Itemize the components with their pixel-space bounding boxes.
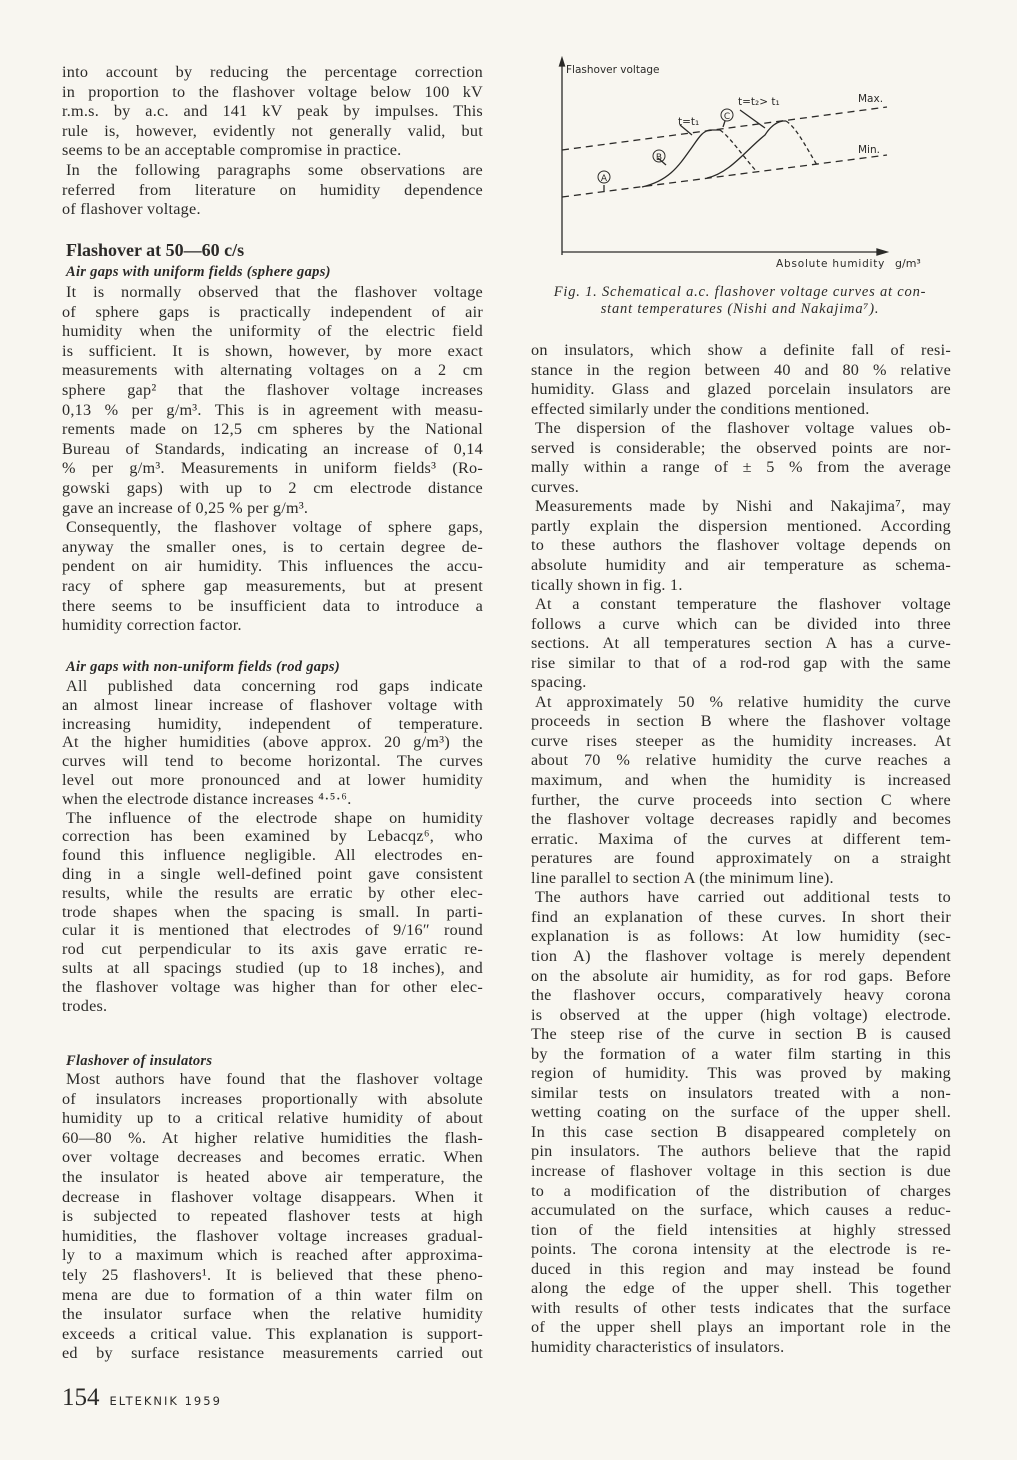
text-line: increase of flashover voltage in this section is due — [531, 1161, 951, 1180]
text-line: the flashover occurs, comparatively heavy corona — [531, 986, 951, 1005]
text-line: gave an increase of 0,25 % per g/m³. — [62, 498, 309, 517]
text-line: sphere gap² that the flashover voltage increases — [62, 380, 483, 399]
text-line: accumulated on the surface, which causes a reduc- — [531, 1201, 951, 1220]
text-line: is subjected to repeated flashover tests at high — [62, 1207, 483, 1226]
text-line: anyway the smaller ones, is to certain degree de- — [62, 537, 483, 556]
text-line: duced in this region and may instead be found — [531, 1259, 951, 1278]
text-line: follows a curve which can be divided into three — [531, 614, 951, 633]
text-line: tely 25 flashovers¹. It is believed that these pheno- — [62, 1265, 483, 1284]
curve-t1-decline — [720, 130, 757, 172]
y-axis-label: Flashover voltage — [566, 64, 660, 76]
text-line: absolute humidity and air temperature as schema- — [531, 556, 951, 575]
text-line: sections. At all temperatures section A has a curve- — [531, 634, 951, 653]
text-line: humidity. Glass and glazed porcelain insulators are — [531, 380, 951, 399]
text-line: pin insulators. The authors believe that the rapid — [531, 1142, 951, 1161]
text-line: exceeds a critical value. This explanation is support- — [62, 1324, 483, 1343]
text-line: explanation is as follows: At low humidity (sec- — [531, 927, 951, 946]
section-a-marker — [598, 171, 610, 184]
text-line: mena are due to formation of a thin water film on — [62, 1285, 483, 1304]
text-line: Bureau of Standards, indicating an increase of 0,14 — [62, 439, 483, 458]
text-line: % per g/m³. Measurements in uniform fields³ (Ro- — [62, 459, 483, 478]
text-line: an almost linear increase of flashover voltage with — [62, 695, 483, 714]
text-line: rule is, however, evidently not generally valid, but — [62, 121, 483, 140]
text-line: curves will tend to become horizontal. The curves — [62, 752, 483, 771]
text-line: tion A) the flashover voltage is merely dependent — [531, 946, 951, 965]
text-line: the flashover voltage decreases rapidly and becomes — [531, 810, 951, 829]
text-line: stance in the region between 40 and 80 % relative — [531, 360, 951, 379]
svg-text:B: B — [655, 153, 663, 163]
text-line: Measurements made by Nishi and Nakajima⁷, may — [535, 497, 951, 516]
x-axis-unit: g/m³ — [895, 257, 921, 270]
sphere-gaps-text — [62, 283, 483, 636]
text-line: of flashover voltage. — [62, 200, 201, 219]
text-line: into account by reducing the percentage correction — [62, 63, 483, 81]
text-line: trodes. — [62, 996, 108, 1015]
text-line: served is considerable; the observed points are nor- — [531, 438, 951, 457]
insulators-text — [62, 1070, 483, 1364]
text-line: Consequently, the flashover voltage of sphere gaps, — [66, 518, 483, 537]
text-line: of the upper shell plays an important role in the — [531, 1318, 951, 1337]
svg-text:A: A — [600, 174, 608, 184]
text-line: region of humidity. This was proved by making — [531, 1064, 951, 1083]
text-line: erratic. Maxima of the curves at different tem- — [531, 829, 951, 848]
text-line: trode shapes when the spacing is small. In parti- — [62, 902, 483, 921]
text-line: when the electrode distance increases ⁴·⁵·⁶. — [62, 789, 352, 808]
text-line: points. The corona intensity at the electrode is re- — [531, 1240, 951, 1259]
text-line: ly to a maximum which is reached after approxima- — [62, 1246, 483, 1265]
text-line: proceeds in section B where the flashover voltage — [531, 712, 951, 731]
min-line — [562, 155, 887, 197]
journal-name: ELTEKNIK 1959 — [109, 1394, 222, 1408]
text-line: tion of the field intensities at highly stressed — [531, 1220, 951, 1239]
caption-line: stant temperatures (Nishi and Nakajima⁷). — [600, 301, 880, 317]
text-line: curve rises steeper as the humidity increases. At — [531, 731, 951, 750]
text-line: In the following paragraphs some observations are — [66, 160, 483, 179]
figure-flashover-curves — [550, 55, 950, 290]
text-line: The steep rise of the curve in section B is caused — [531, 1025, 951, 1044]
text-line: At the higher humidities (above approx. 20 g/m³) the — [62, 733, 483, 752]
text-line: gowski gaps) with up to 2 cm electrode distance — [62, 478, 483, 497]
text-line: maximum, and when the humidity is increased — [531, 771, 951, 790]
page-footer — [62, 1384, 222, 1412]
text-line: The influence of the electrode shape on humidity — [66, 808, 483, 827]
text-line: to these authors the flashover voltage depends on — [531, 536, 951, 555]
text-line: the flashover voltage was higher than for other elec- — [62, 977, 483, 996]
figure-caption — [515, 284, 965, 318]
intro-text — [62, 63, 483, 220]
x-axis-arrow — [877, 249, 887, 255]
text-line: rise similar to that of a rod-rod gap with the same — [531, 653, 951, 672]
page-number: 154 — [62, 1384, 100, 1411]
text-line: there seems to be insufficient data to introduce a — [62, 596, 483, 615]
text-line: with results of other tests indicates that the surface — [531, 1298, 951, 1317]
text-line: effected similarly under the conditions mentioned. — [531, 399, 870, 418]
text-line: pendent on air humidity. This influences the accu- — [62, 557, 483, 576]
text-line: of sphere gaps is practically independent of air — [62, 302, 483, 321]
text-line: further, the curve proceeds into section C where — [531, 790, 951, 809]
text-line: cular it is mentioned that electrodes of 9/16″ round — [62, 921, 483, 940]
curve-t1-label: t=t₁ — [678, 116, 700, 128]
subheading-insulators: Flashover of insulators — [66, 1053, 213, 1069]
text-line: In this case section B disappeared completely on — [531, 1122, 951, 1141]
text-line: tically shown in fig. 1. — [531, 575, 683, 594]
text-line: seems to be an acceptable compromise in practice. — [62, 141, 402, 160]
text-line: The authors have carried out additional tests to — [535, 888, 951, 907]
section-b-marker — [653, 150, 665, 163]
subheading-rod-gaps: Air gaps with non-uniform fields (rod gaps) — [66, 659, 340, 675]
text-line: spacing. — [531, 673, 587, 692]
text-line: r.m.s. by a.c. and 141 kV peak by impulses. This — [62, 102, 483, 121]
svg-text:C: C — [723, 112, 731, 122]
text-line: found this influence negligible. All electrodes en- — [62, 846, 483, 865]
text-line: over voltage decreases and becomes erratic. When — [62, 1148, 483, 1167]
text-line: curves. — [531, 477, 580, 496]
curve-t2-label: t=t₂> t₁ — [738, 96, 780, 108]
text-line: to a modification of the distribution of charges — [531, 1181, 951, 1200]
text-line: The dispersion of the flashover voltage values ob- — [535, 419, 951, 438]
text-line: humidities, the flashover voltage increases gradual- — [62, 1226, 483, 1245]
text-line: by the formation of a water film starting in this — [531, 1044, 951, 1063]
y-axis-arrow — [560, 58, 565, 66]
text-line: ed by surface resistance measurements carried out — [62, 1344, 483, 1363]
text-line: Most authors have found that the flashover voltage — [66, 1070, 483, 1088]
text-line: on the absolute air humidity, as for rod gaps. Before — [531, 966, 951, 985]
text-line: peratures are found approximately on a straight — [531, 849, 951, 868]
text-line: rod cut perpendicular to its axis gave erratic re- — [62, 940, 483, 959]
text-line: humidity up to a critical relative humidity of about — [62, 1109, 483, 1128]
text-line: ding in a single well-defined point gave consistent — [62, 864, 483, 883]
min-label: Min. — [858, 144, 880, 156]
text-line: measurements with alternating voltages on a 2 cm — [62, 361, 483, 380]
text-line: 0,13 % per g/m³. This is in agreement with measu- — [62, 400, 483, 419]
text-line: humidity characteristics of insulators. — [531, 1337, 785, 1356]
text-line: is observed at the upper (high voltage) electrode. — [531, 1005, 951, 1024]
text-line: line parallel to section A (the minimum line). — [531, 868, 834, 887]
text-line: At a constant temperature the flashover voltage — [535, 595, 951, 614]
text-line: similar tests on insulators treated with a non- — [531, 1083, 951, 1102]
text-line: results, while the results are erratic by other elec- — [62, 883, 483, 902]
text-line: wetting coating on the surface of the upper shell. — [531, 1103, 951, 1122]
text-line: referred from literature on humidity dependence — [62, 180, 483, 199]
text-line: correction has been examined by Lebacqz⁶, who — [62, 827, 483, 846]
text-line: partly explain the dispersion mentioned. According — [531, 516, 951, 535]
text-line: humidity when the uniformity of the electric field — [62, 322, 483, 341]
text-line: is sufficient. It is shown, however, by more exact — [62, 341, 483, 360]
curve-t2-decline — [786, 121, 817, 165]
text-line: on insulators, which show a definite fall of resi- — [531, 341, 951, 359]
right-column-text — [531, 341, 951, 1357]
text-line: 60—80 %. At higher relative humidities the flash- — [62, 1128, 483, 1147]
max-label: Max. — [858, 93, 884, 105]
text-line: rements made on 12,5 cm spheres by the National — [62, 420, 483, 439]
text-line: increasing humidity, independent of temperature. — [62, 714, 483, 733]
rod-gaps-text — [62, 677, 483, 1015]
text-line: about 70 % relative humidity the curve reaches a — [531, 751, 951, 770]
text-line: It is normally observed that the flashover voltage — [66, 283, 483, 301]
text-line: humidity correction factor. — [62, 616, 242, 635]
text-line: of insulators increases proportionally with absolute — [62, 1089, 483, 1108]
text-line: All published data concerning rod gaps indicate — [66, 677, 483, 695]
section-c-marker — [721, 109, 733, 122]
text-line: the insulator is heated above air temperature, the — [62, 1167, 483, 1186]
text-line: sults at all spacings studied (up to 18 inches), and — [62, 958, 483, 977]
text-line: racy of sphere gap measurements, but at present — [62, 576, 483, 595]
text-line: find an explanation of these curves. In short their — [531, 907, 951, 926]
text-line: level out more pronounced and at lower humidity — [62, 770, 483, 789]
x-axis-label: Absolute humidity — [776, 258, 886, 270]
text-line: along the edge of the upper shell. This together — [531, 1279, 951, 1298]
caption-line: Fig. 1. Schematical a.c. flashover voltage curves at con- — [553, 284, 927, 300]
text-line: in proportion to the flashover voltage below 100 kV — [62, 82, 483, 101]
text-line: At approximately 50 % relative humidity the curve — [535, 692, 951, 711]
text-line: mally within a range of ± 5 % from the average — [531, 458, 951, 477]
text-line: decrease in flashover voltage disappears. When it — [62, 1187, 483, 1206]
subheading-sphere-gaps: Air gaps with uniform fields (sphere gaps) — [66, 264, 331, 280]
section-heading: Flashover at 50—60 c/s — [66, 240, 245, 260]
text-line: the insulator surface when the relative humidity — [62, 1305, 483, 1324]
